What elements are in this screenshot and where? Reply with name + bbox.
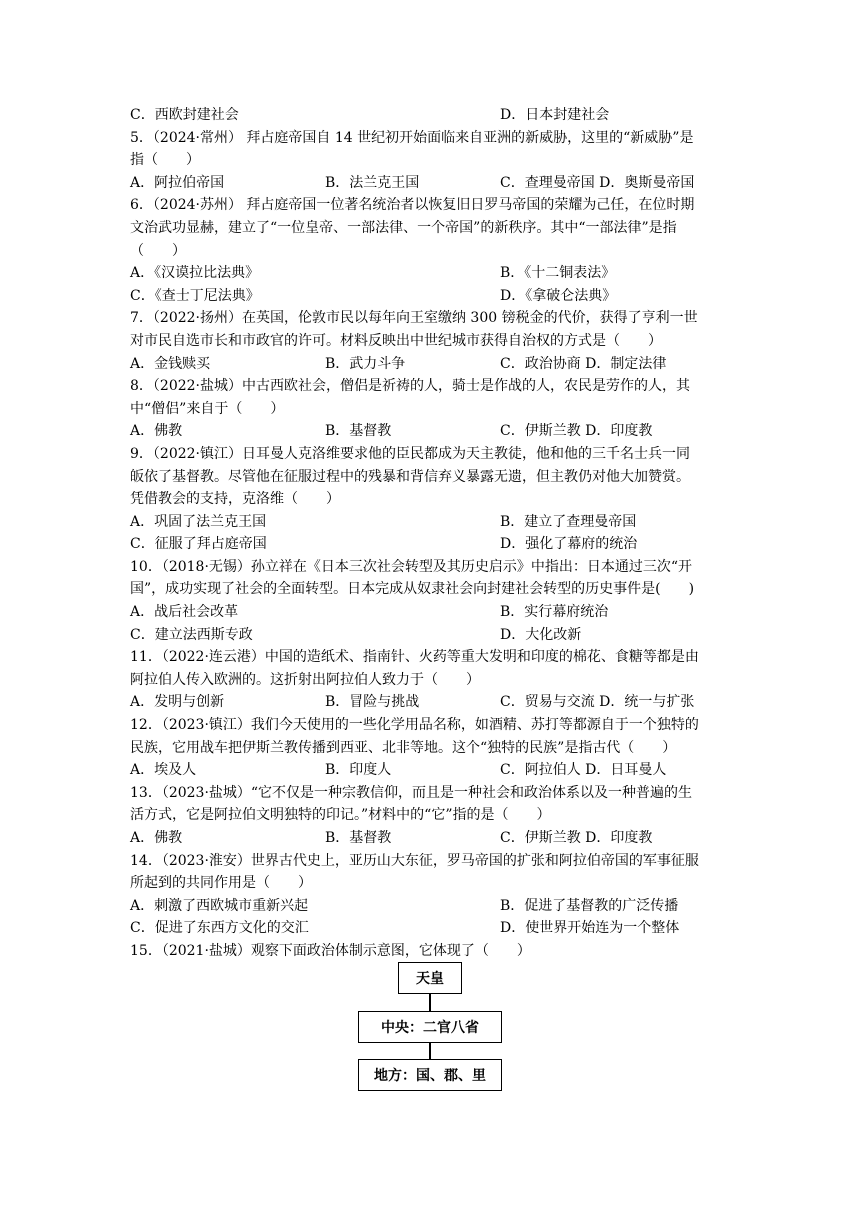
diagram-box-emperor: 天皇 — [398, 962, 462, 994]
options-row — [130, 285, 730, 308]
option: A．佛教 — [130, 423, 183, 440]
option: C．《查士丁尼法典》 — [130, 287, 260, 304]
options-row — [130, 104, 730, 127]
option: B．促进了基督教的广泛传播 — [500, 897, 679, 914]
options-row — [130, 917, 730, 940]
question-line: 5．（2024·常州） 拜占庭帝国自 14 世纪初开始面临来自亚洲的新威胁，这里的“新威胁”是 — [130, 129, 694, 146]
option: D．大化改新 — [500, 626, 582, 643]
question-line: 13．（2023·盐城）“它不仅是一种宗教信仰，而且是一种社会和政治体系以及一种普遍的生 — [130, 784, 693, 801]
question-line: 15．（2021·盐城）观察下面政治体制示意图，它体现了（ ） — [130, 942, 531, 959]
question-line: 阿拉伯人传入欧洲的。这折射出阿拉伯人致力于（ ） — [130, 671, 480, 688]
diagram-box-local: 地方：国、郡、里 — [358, 1059, 502, 1091]
option: B．基督教 — [325, 830, 392, 846]
question-line: 国”，成功实现了社会的全面转型。日本完成从奴隶社会向封建社会转型的历史事件是( ) — [130, 581, 695, 598]
option: A．阿拉伯帝国 — [130, 174, 225, 191]
question-line: 6．（2024·苏州） 拜占庭帝国一位著名统治者以恢复旧日罗马帝国的荣耀为己任，在位时期 — [130, 197, 695, 214]
option: B．实行幕府统治 — [500, 604, 609, 621]
option: A．战后社会改革 — [130, 604, 239, 621]
option: C．阿拉伯人 D．日耳曼人 — [500, 762, 667, 779]
option: C．政治协商 D．制定法律 — [500, 355, 667, 372]
option: D．强化了幕府的统治 — [500, 536, 638, 553]
question-line: 文治武功显赫，建立了“一位皇帝、一部法律、一个帝国”的新秩序。其中“一部法律”是指 — [130, 219, 677, 236]
option: A．巩固了法兰克王国 — [130, 513, 267, 530]
diagram-connector — [429, 1043, 431, 1059]
question-line: 中“僧侣”来自于（ ） — [130, 400, 285, 417]
option: A．埃及人 — [130, 762, 197, 779]
option: B．《十二铜表法》 — [500, 265, 616, 282]
diagram-box-central: 中央：二官八省 — [358, 1011, 502, 1043]
question-line: 指（ ） — [130, 152, 200, 169]
option: B．建立了查理曼帝国 — [500, 513, 637, 530]
options-row — [130, 353, 730, 376]
option: C．征服了拜占庭帝国 — [130, 536, 267, 553]
options-row — [130, 759, 730, 782]
option: C．建立法西斯专政 — [130, 626, 253, 643]
option: A．刺激了西欧城市重新兴起 — [130, 897, 309, 914]
option: C．西欧封建社会 — [130, 107, 239, 123]
question-line: 11．（2022·连云港）中国的造纸术、指南针、火药等重大发明和印度的棉花、食糖等都是由 — [130, 649, 699, 666]
diagram-connector — [429, 994, 431, 1011]
option: C．伊斯兰教 D．印度教 — [500, 830, 653, 846]
option: A．发明与创新 — [130, 694, 225, 711]
question-line: 所起到的共同作用是（ ） — [130, 875, 312, 892]
option: A．《汉谟拉比法典》 — [130, 265, 260, 282]
question-line: 12．（2023·镇江）我们今天使用的一些化学用品名称，如酒精、苏打等都源自于一个独特的 — [130, 717, 699, 734]
options-row — [130, 827, 730, 850]
option: C．查理曼帝国 D．奥斯曼帝国 — [500, 174, 695, 191]
options-row — [130, 601, 730, 624]
option: D．《拿破仑法典》 — [500, 287, 617, 304]
options-row — [130, 511, 730, 534]
question-line: 7．（2022·扬州）在英国，伦敦市民以每年向王室缴纳 300 镑税金的代价，获得了亨利一世 — [130, 310, 698, 327]
question-line: 凭借教会的支持，克洛维（ ） — [130, 491, 340, 508]
question-line: 14．（2023·淮安）世界古代史上，亚历山大东征，罗马帝国的扩张和阿拉伯帝国的军事征服 — [130, 852, 699, 869]
question-line: 活方式，它是阿拉伯文明独特的印记。”材料中的“它”指的是（ ） — [130, 807, 551, 824]
question-line: 对市民自选市长和市政官的许可。材料反映出中世纪城市获得自治权的方式是（ ） — [130, 332, 662, 349]
option: B．印度人 — [325, 762, 392, 779]
question-line: 皈依了基督教。尽管他在征服过程中的残暴和背信弃义暴露无遗，但主教仍对他大加赞赏。 — [130, 468, 690, 485]
question-line: 8．（2022·盐城）中古西欧社会，僧侣是祈祷的人，骑士是作战的人，农民是劳作的人，其 — [130, 378, 690, 395]
option: B．冒险与挑战 — [325, 694, 420, 711]
options-row — [130, 624, 730, 647]
option: B．法兰克王国 — [325, 174, 420, 191]
option: A．金钱赎买 — [130, 355, 211, 372]
option: D．日本封建社会 — [500, 107, 610, 123]
options-row — [130, 172, 730, 195]
question-line: 10．（2018·无锡）孙立祥在《日本三次社会转型及其历史启示》中指出：日本通过三次“开 — [130, 558, 693, 575]
option: A．佛教 — [130, 830, 183, 846]
question-line: 民族，它用战车把伊斯兰教传播到西亚、北非等地。这个“独特的民族”是指古代（ ） — [130, 739, 677, 756]
options-row — [130, 420, 730, 443]
political-system-diagram — [356, 962, 504, 1092]
option: C．伊斯兰教 D．印度教 — [500, 423, 653, 440]
option: C．贸易与交流 D．统一与扩张 — [500, 694, 695, 711]
option: C．促进了东西方文化的交汇 — [130, 920, 309, 937]
question-line: （ ） — [130, 242, 186, 259]
option: B．基督教 — [325, 423, 392, 440]
options-row — [130, 895, 730, 918]
options-row — [130, 691, 730, 714]
option: D．使世界开始连为一个整体 — [500, 920, 680, 937]
options-row — [130, 533, 730, 556]
question-line: 9．（2022·镇江）日耳曼人克洛维要求他的臣民都成为天主教徒，他和他的三千名士兵一同 — [130, 445, 690, 462]
options-row — [130, 262, 730, 285]
question-text — [130, 104, 730, 963]
option: B．武力斗争 — [325, 355, 406, 372]
